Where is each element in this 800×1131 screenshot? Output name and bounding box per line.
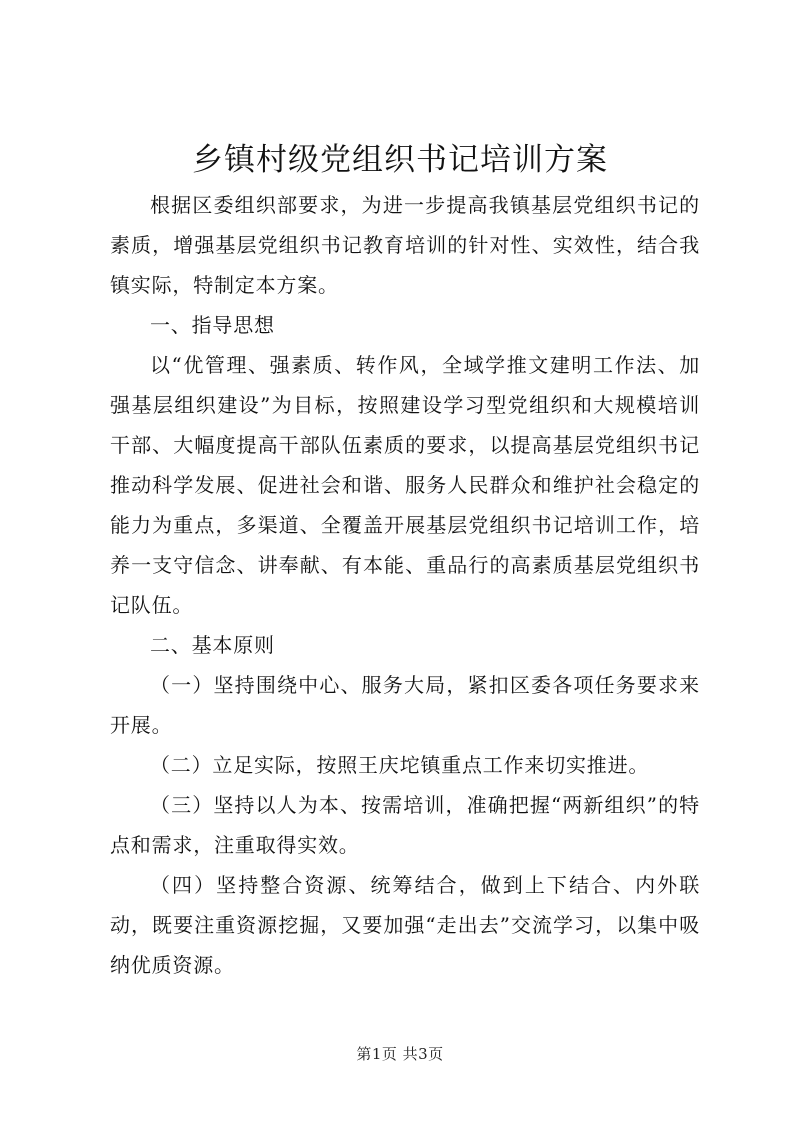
principle-item-2: （二）立足实际，按照王庆坨镇重点工作来切实推进。 xyxy=(150,753,650,777)
section-heading-guiding-ideology: 一、指导思想 xyxy=(150,313,275,337)
page-number-footer: 第1页 共3页 xyxy=(356,1045,444,1063)
principle-item-4: （四）坚持整合资源、统筹结合，做到上下结合、内外联动，既要注重资源挖掘，又要加强“走出去”交流学习，以集中吸纳优质资源。 xyxy=(110,873,700,977)
intro-paragraph: 根据区委组织部要求，为进一步提高我镇基层党组织书记的素质，增强基层党组织书记教育培训的针对性、实效性，结合我镇实际，特制定本方案。 xyxy=(110,193,700,297)
principle-item-1: （一）坚持围绕中心、服务大局，紧扣区委各项任务要求来开展。 xyxy=(110,673,700,737)
principle-item-3: （三）坚持以人为本、按需培训，准确把握“两新组织”的特点和需求，注重取得实效。 xyxy=(110,793,700,857)
document-title: 乡镇村级党组织书记培训方案 xyxy=(192,142,608,178)
guiding-ideology-paragraph: 以“优管理、强素质、转作风，全域学推文建明工作法、加强基层组织建设”为目标，按照建设学习型党组织和大规模培训干部、大幅度提高干部队伍素质的要求，以提高基层党组织书记推动科学发展、促进社会和谐、服务人民群众和维护社会稳定的能力为重点，多渠道、全覆盖开展基层党组织书记培训工作，培养一支守信念、讲奉献、有本能、重品行的高素质基层党组织书记队伍。 xyxy=(110,353,700,617)
document-body xyxy=(110,185,700,985)
section-heading-basic-principles: 二、基本原则 xyxy=(150,633,275,657)
